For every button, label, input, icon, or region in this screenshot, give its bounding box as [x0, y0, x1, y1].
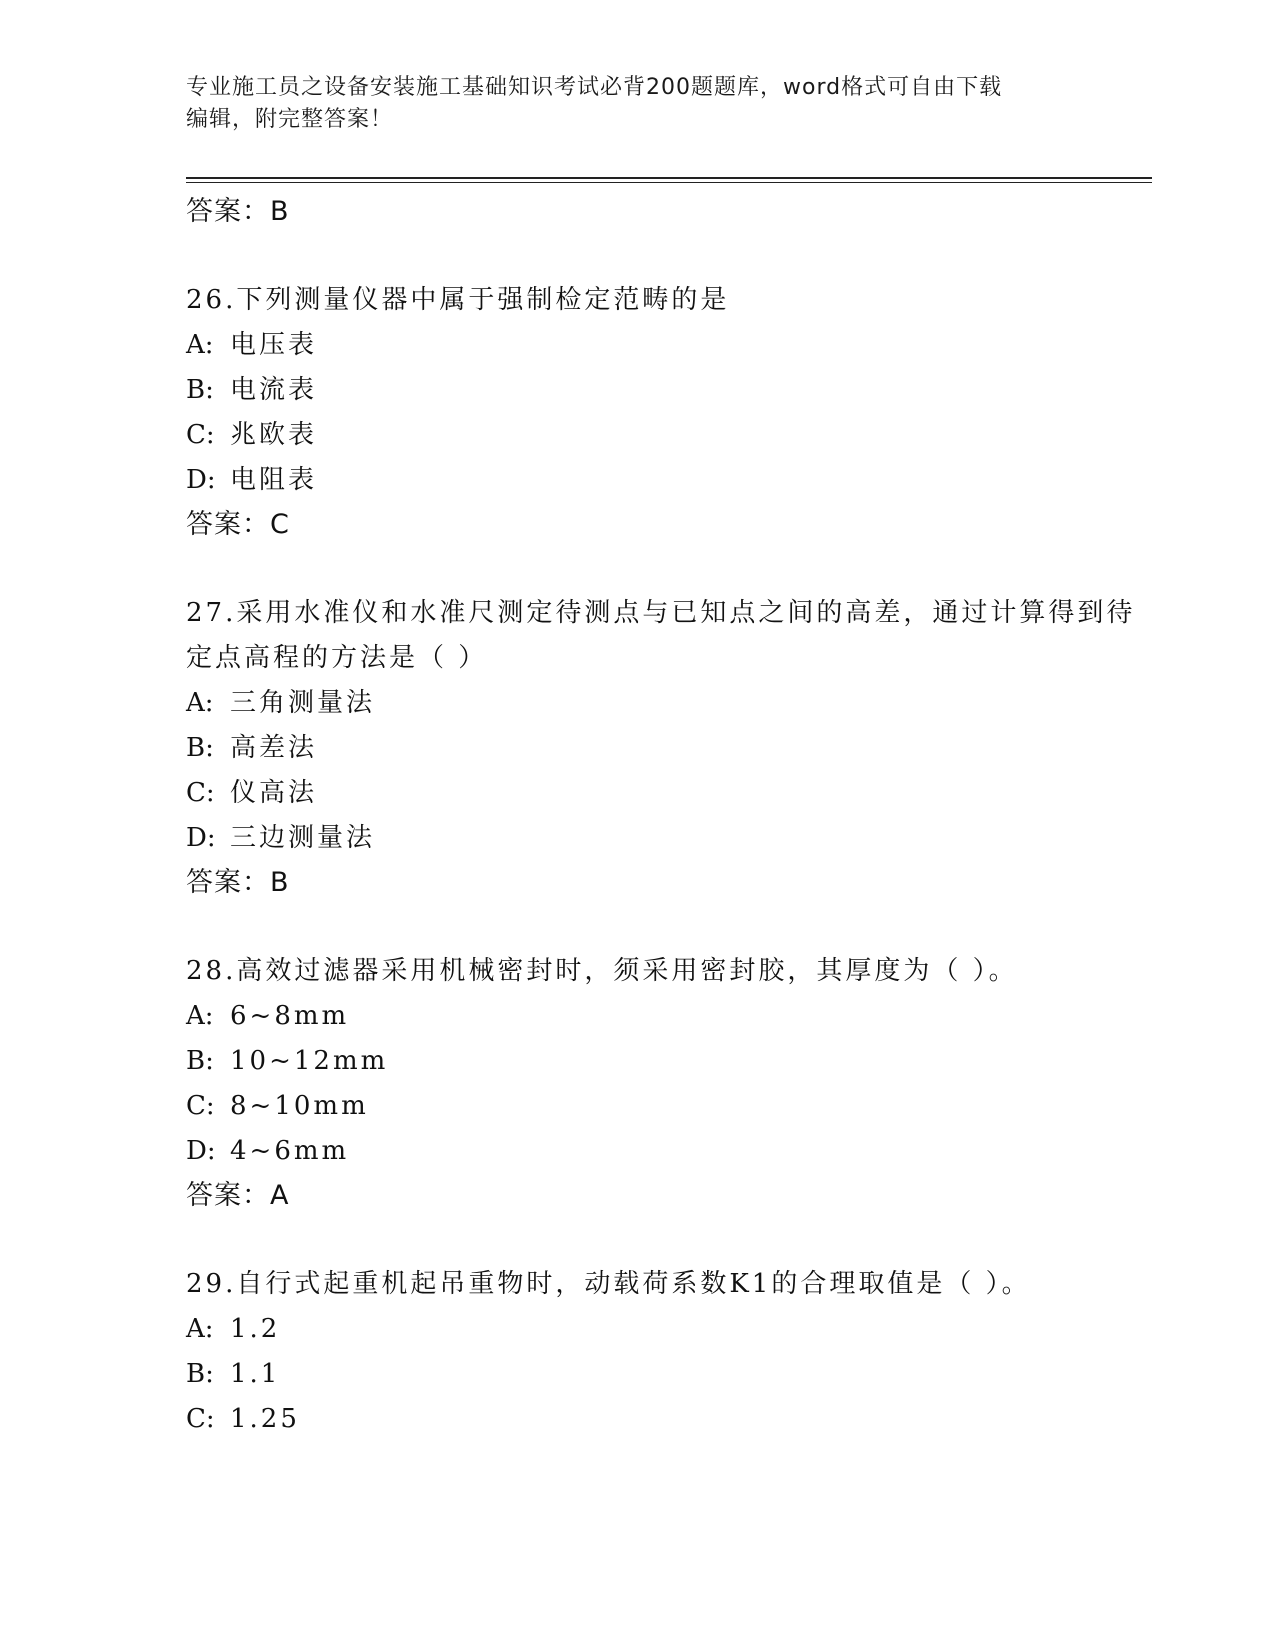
option-text: 8~10mm — [230, 1091, 369, 1121]
option-letter: A: — [186, 1314, 214, 1344]
option-letter: B: — [186, 1046, 214, 1076]
question-text: 26.下列测量仪器中属于强制检定范畴的是 — [186, 285, 730, 315]
option-row — [186, 368, 1156, 413]
question-text: 28.高效过滤器采用机械密封时，须采用密封胶，其厚度为（ ）。 — [186, 956, 1018, 986]
option-text: 6~8mm — [230, 1001, 350, 1031]
question-spacer — [186, 905, 1156, 949]
question-spacer — [186, 547, 1156, 591]
option-text: 电流表 — [230, 375, 318, 405]
option-text: 高差法 — [230, 733, 318, 763]
answer-label: 答案：C — [186, 509, 290, 540]
question-text: 27.采用水准仪和水准尺测定待测点与已知点之间的高差，通过计算得到待定点高程的方法是（ ） — [186, 598, 1136, 673]
option-letter: D: — [186, 1136, 216, 1166]
option-letter: B: — [186, 1359, 214, 1389]
option-row — [186, 323, 1156, 368]
option-row — [186, 1352, 1156, 1397]
option-text: 三边测量法 — [230, 823, 376, 853]
option-letter: C: — [186, 420, 215, 450]
option-text: 10~12mm — [230, 1046, 389, 1076]
option-letter: B: — [186, 733, 214, 763]
option-letter: D: — [186, 823, 216, 853]
question-spacer — [186, 1218, 1156, 1262]
option-letter: C: — [186, 1404, 215, 1434]
option-row — [186, 413, 1156, 458]
question-block — [186, 1262, 1156, 1442]
option-letter: A: — [186, 688, 214, 718]
option-text: 1.1 — [230, 1359, 281, 1389]
option-letter: D: — [186, 465, 216, 495]
option-row — [186, 1129, 1156, 1174]
answer-label: 答案：A — [186, 1180, 290, 1211]
option-text: 仪高法 — [230, 778, 318, 808]
option-letter: C: — [186, 1091, 215, 1121]
option-row — [186, 771, 1156, 816]
option-text: 兆欧表 — [230, 420, 318, 450]
option-text: 电压表 — [230, 330, 318, 360]
question-text: 29.自行式起重机起吊重物时，动载荷系数K1的合理取值是（ ）。 — [186, 1269, 1031, 1299]
option-row — [186, 726, 1156, 771]
option-row — [186, 1084, 1156, 1129]
option-row — [186, 1307, 1156, 1352]
question-block — [186, 949, 1156, 1218]
option-row — [186, 1397, 1156, 1442]
question-block — [186, 591, 1156, 905]
option-text: 电阻表 — [230, 465, 318, 495]
header-rule-thick — [186, 177, 1152, 179]
option-letter: A: — [186, 1001, 214, 1031]
option-text: 三角测量法 — [230, 688, 376, 718]
question-spacer — [186, 234, 1156, 278]
option-row — [186, 681, 1156, 726]
header-rule-thin — [186, 182, 1152, 183]
document-header — [186, 72, 1086, 136]
option-letter: B: — [186, 375, 214, 405]
option-text: 1.25 — [230, 1404, 300, 1434]
answer-label: 答案：B — [186, 867, 290, 898]
question-block — [186, 278, 1156, 547]
option-row — [186, 816, 1156, 861]
option-letter: A: — [186, 330, 214, 360]
option-text: 1.2 — [230, 1314, 281, 1344]
question-list — [186, 190, 1156, 1442]
answer-label: 答案：B — [186, 196, 290, 227]
header-line-2: 编辑，附完整答案！ — [186, 107, 394, 132]
header-line-1: 专业施工员之设备安装施工基础知识考试必背200题题库，word格式可自由下载 — [186, 75, 1003, 100]
option-letter: C: — [186, 778, 215, 808]
option-text: 4~6mm — [230, 1136, 350, 1166]
option-row — [186, 458, 1156, 503]
option-row — [186, 1039, 1156, 1084]
option-row — [186, 994, 1156, 1039]
